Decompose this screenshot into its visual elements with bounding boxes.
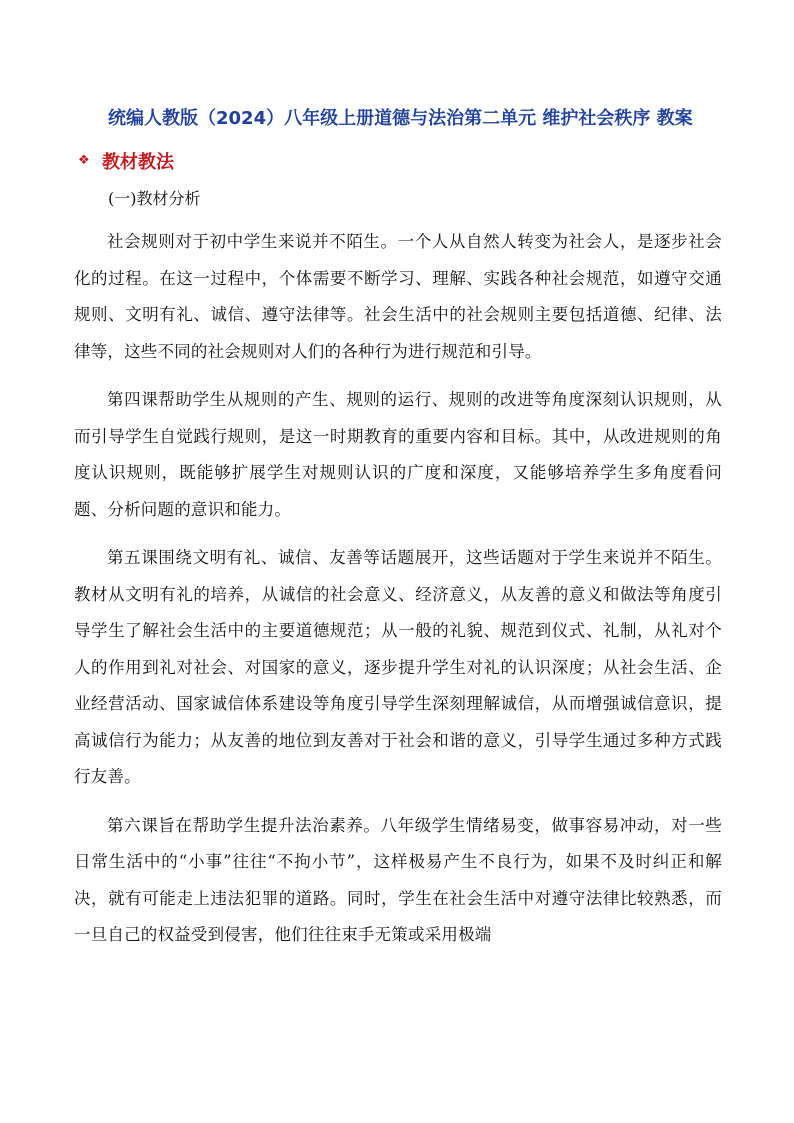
document-title: 统编人教版（2024）八年级上册道德与法治第二单元 维护社会秩序 教案 [108, 108, 693, 129]
paragraph: 第五课围绕文明有礼、诚信、友善等话题展开，这些话题对于学生来说并不陌生。教材从文明有礼的培养，从诚信的社会意义、经济意义，从友善的意义和做法等角度引导学生了解社会生活中的主要道德规范；从一般的礼貌、规范到仪式、礼制，从礼对个人的作用到礼对社会、对国家的意义，逐步提升学生对礼的认识深度；从社会生活、企业经营活动、国家诚信体系建设等角度引导学生深刻理解诚信，从而增强诚信意识，提高诚信行为能力；从友善的地位到友善对于社会和谐的意义，引导学生通过多种方式践行友善。 [74, 548, 722, 786]
section-heading [78, 148, 174, 174]
diamond-bullet-icon: ❖ [78, 153, 90, 168]
sub-heading-textbook-analysis: (一)教材分析 [108, 189, 201, 208]
paragraph: 社会规则对于初中学生来说并不陌生。一个人从自然人转变为社会人，是逐步社会化的过程。在这一过程中，个体需要不断学习、理解、实践各种社会规范，如遵守交通规则、文明有礼、诚信、遵守法律等。社会生活中的社会规则主要包括道德、纪律、法律等，这些不同的社会规则对人们的各种行为进行规范和引导。 [74, 232, 722, 361]
body-text [74, 224, 722, 966]
paragraph: 第六课旨在帮助学生提升法治素养。八年级学生情绪易变，做事容易冲动，对一些日常生活中的“小事”往往“不拘小节”，这样极易产生不良行为，如果不及时纠正和解决，就有可能走上违法犯罪的道路。同时，学生在社会生活中对遵守法律比较熟悉，而一旦自己的权益受到侵害，他们往往束手无策或采用极端 [74, 815, 722, 944]
paragraph: 第四课帮助学生从规则的产生、规则的运行、规则的改进等角度深刻认识规则，从而引导学生自觉践行规则，是这一时期教育的重要内容和目标。其中，从改进规则的角度认识规则，既能够扩展学生对规则认识的广度和深度，又能够培养学生多角度看问题、分析问题的意识和能力。 [74, 390, 722, 519]
section-heading-text: 教材教法 [102, 152, 174, 173]
